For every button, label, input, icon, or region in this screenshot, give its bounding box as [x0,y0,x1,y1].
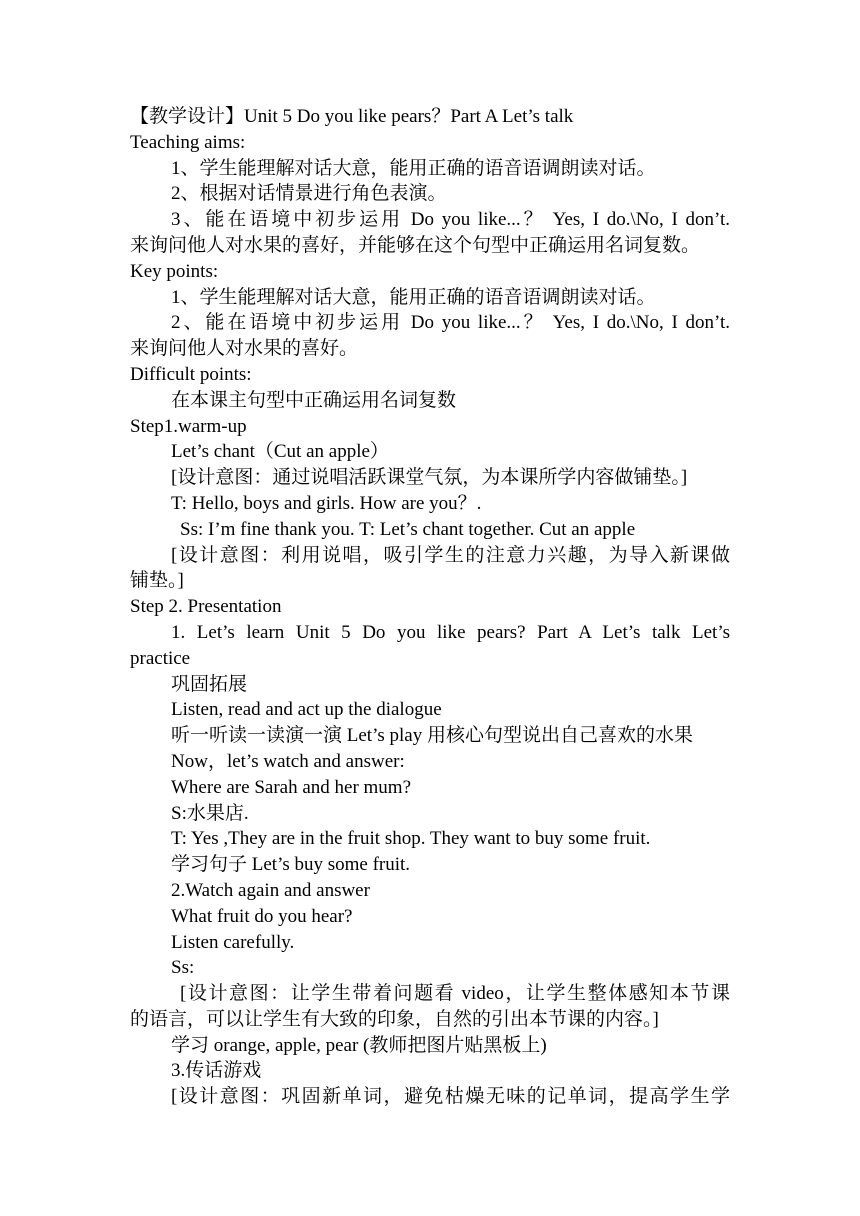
text-line: Now，let’s watch and answer: [171,750,405,772]
text-line: 在本课主句型中正确运用名词复数 [171,389,457,411]
text-line: 3、能在语境中初步运用 Do you like...？ Yes, I do.\No, I don’t. [171,209,730,231]
section-heading: Key points: [130,260,219,282]
text-line: [设计意图：巩固新单词，避免枯燥无味的记单词，提高学生学 [171,1086,730,1108]
text-line: Where are Sarah and her mum? [171,776,412,798]
text-line: [设计意图：利用说唱，吸引学生的注意力兴趣，为导入新课做 [171,544,730,566]
section-heading: Step1.warm-up [130,415,247,437]
text-line: 学习 orange, apple, pear (教师把图片贴黑板上) [171,1034,547,1056]
text-line: Let’s chant（Cut an apple） [171,441,389,463]
section-heading: Teaching aims: [130,131,246,153]
text-line: What fruit do you hear? [171,905,353,927]
text-line: S:水果店. [171,802,249,824]
text-line: 来询问他人对水果的喜好，并能够在这个句型中正确运用名词复数。 [130,234,701,256]
text-line: 1、学生能理解对话大意，能用正确的语音语调朗读对话。 [171,157,656,179]
doc-title: 【教学设计】Unit 5 Do you like pears？Part A Let’s talk [130,106,574,127]
section-heading: Difficult points: [130,363,252,385]
text-line: T: Hello, boys and girls. How are you？. [171,492,482,514]
text-line: 3.传话游戏 [171,1060,262,1082]
text-line: 学习句子 Let’s buy some fruit. [171,854,411,876]
text-line: Listen, read and act up the dialogue [171,699,442,721]
text-line: 1. Let’s learn Unit 5 Do you like pears? Part A Let’s talk Let’s [171,621,730,643]
text-line: 1、学生能理解对话大意，能用正确的语音语调朗读对话。 [171,286,656,308]
section-heading: Step 2. Presentation [130,596,282,618]
text-line: [设计意图：通过说唱活跃课堂气氛，为本课所学内容做铺垫。] [171,467,688,489]
text-line: 听一听读一读演一演 Let’s play 用核心句型说出自己喜欢的水果 [171,725,693,747]
text-line: 2.Watch again and answer [171,879,370,901]
text-line: 铺垫。] [130,570,184,592]
text-line: practice [130,647,191,669]
text-line: Ss: I’m fine thank you. T: Let’s chant together. Cut an apple [180,518,636,540]
text-line: 的语言，可以让学生有大致的印象，自然的引出本节课的内容。] [130,1008,659,1030]
text-line: Ss: [171,957,195,979]
text-line: 来询问他人对水果的喜好。 [130,338,359,360]
text-line: Listen carefully. [171,931,295,953]
text-line: 2、能在语境中初步运用 Do you like...？ Yes, I do.\No, I don’t. [171,312,730,334]
text-line: 2、根据对话情景进行角色表演。 [171,183,447,205]
text-line: 巩固拓展 [171,673,248,695]
text-line: T: Yes ,They are in the fruit shop. They want to buy some fruit. [171,828,651,850]
document-body [130,104,730,1110]
text-line: [设计意图：让学生带着问题看 video，让学生整体感知本节课 [180,983,730,1005]
